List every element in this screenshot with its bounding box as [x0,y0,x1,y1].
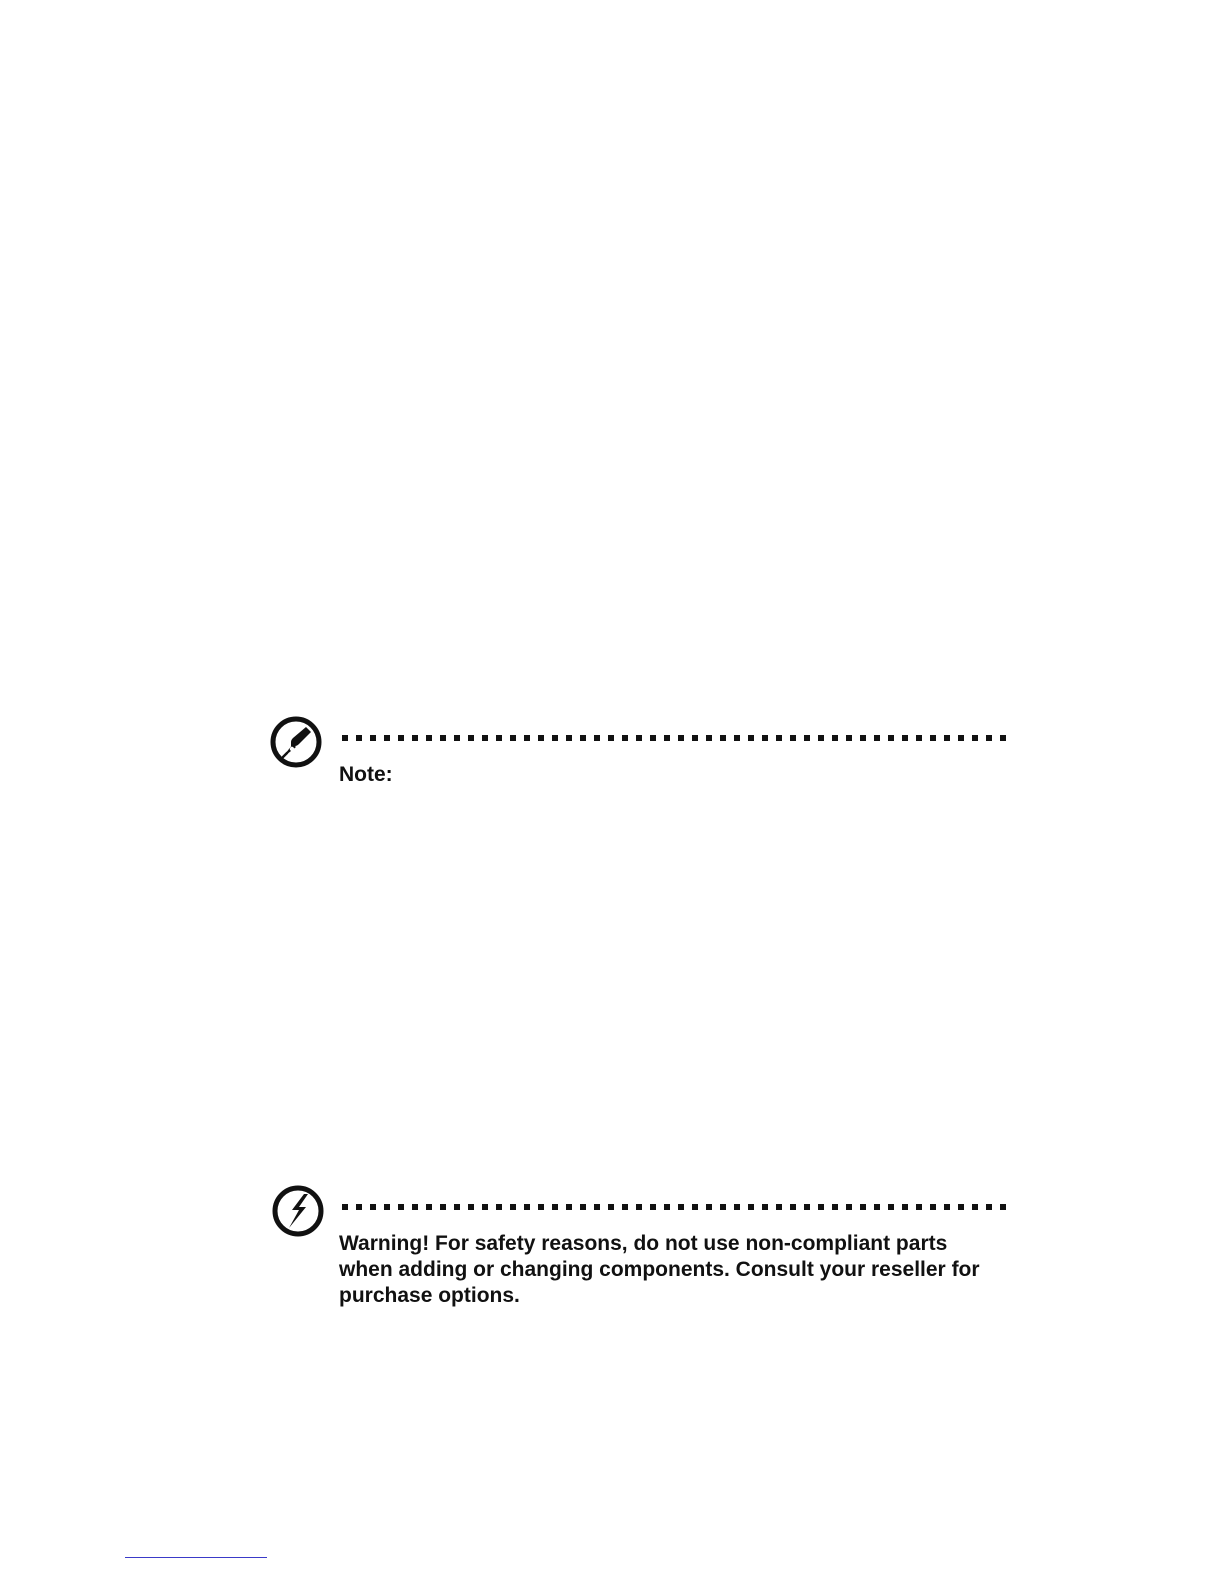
note-dotted-rule [342,735,1010,741]
warning-callout [268,1183,1010,1313]
note-label: Note: [339,763,393,786]
footer-rule [125,1557,267,1558]
note-callout [268,714,1010,804]
note-pen-icon [268,714,324,770]
warning-lightning-icon [268,1183,324,1239]
warning-dotted-rule [342,1204,1010,1210]
warning-text: Warning! For safety reasons, do not use non-compliant parts when adding or changing components. Consult your reseller for purchase options. [339,1232,980,1307]
